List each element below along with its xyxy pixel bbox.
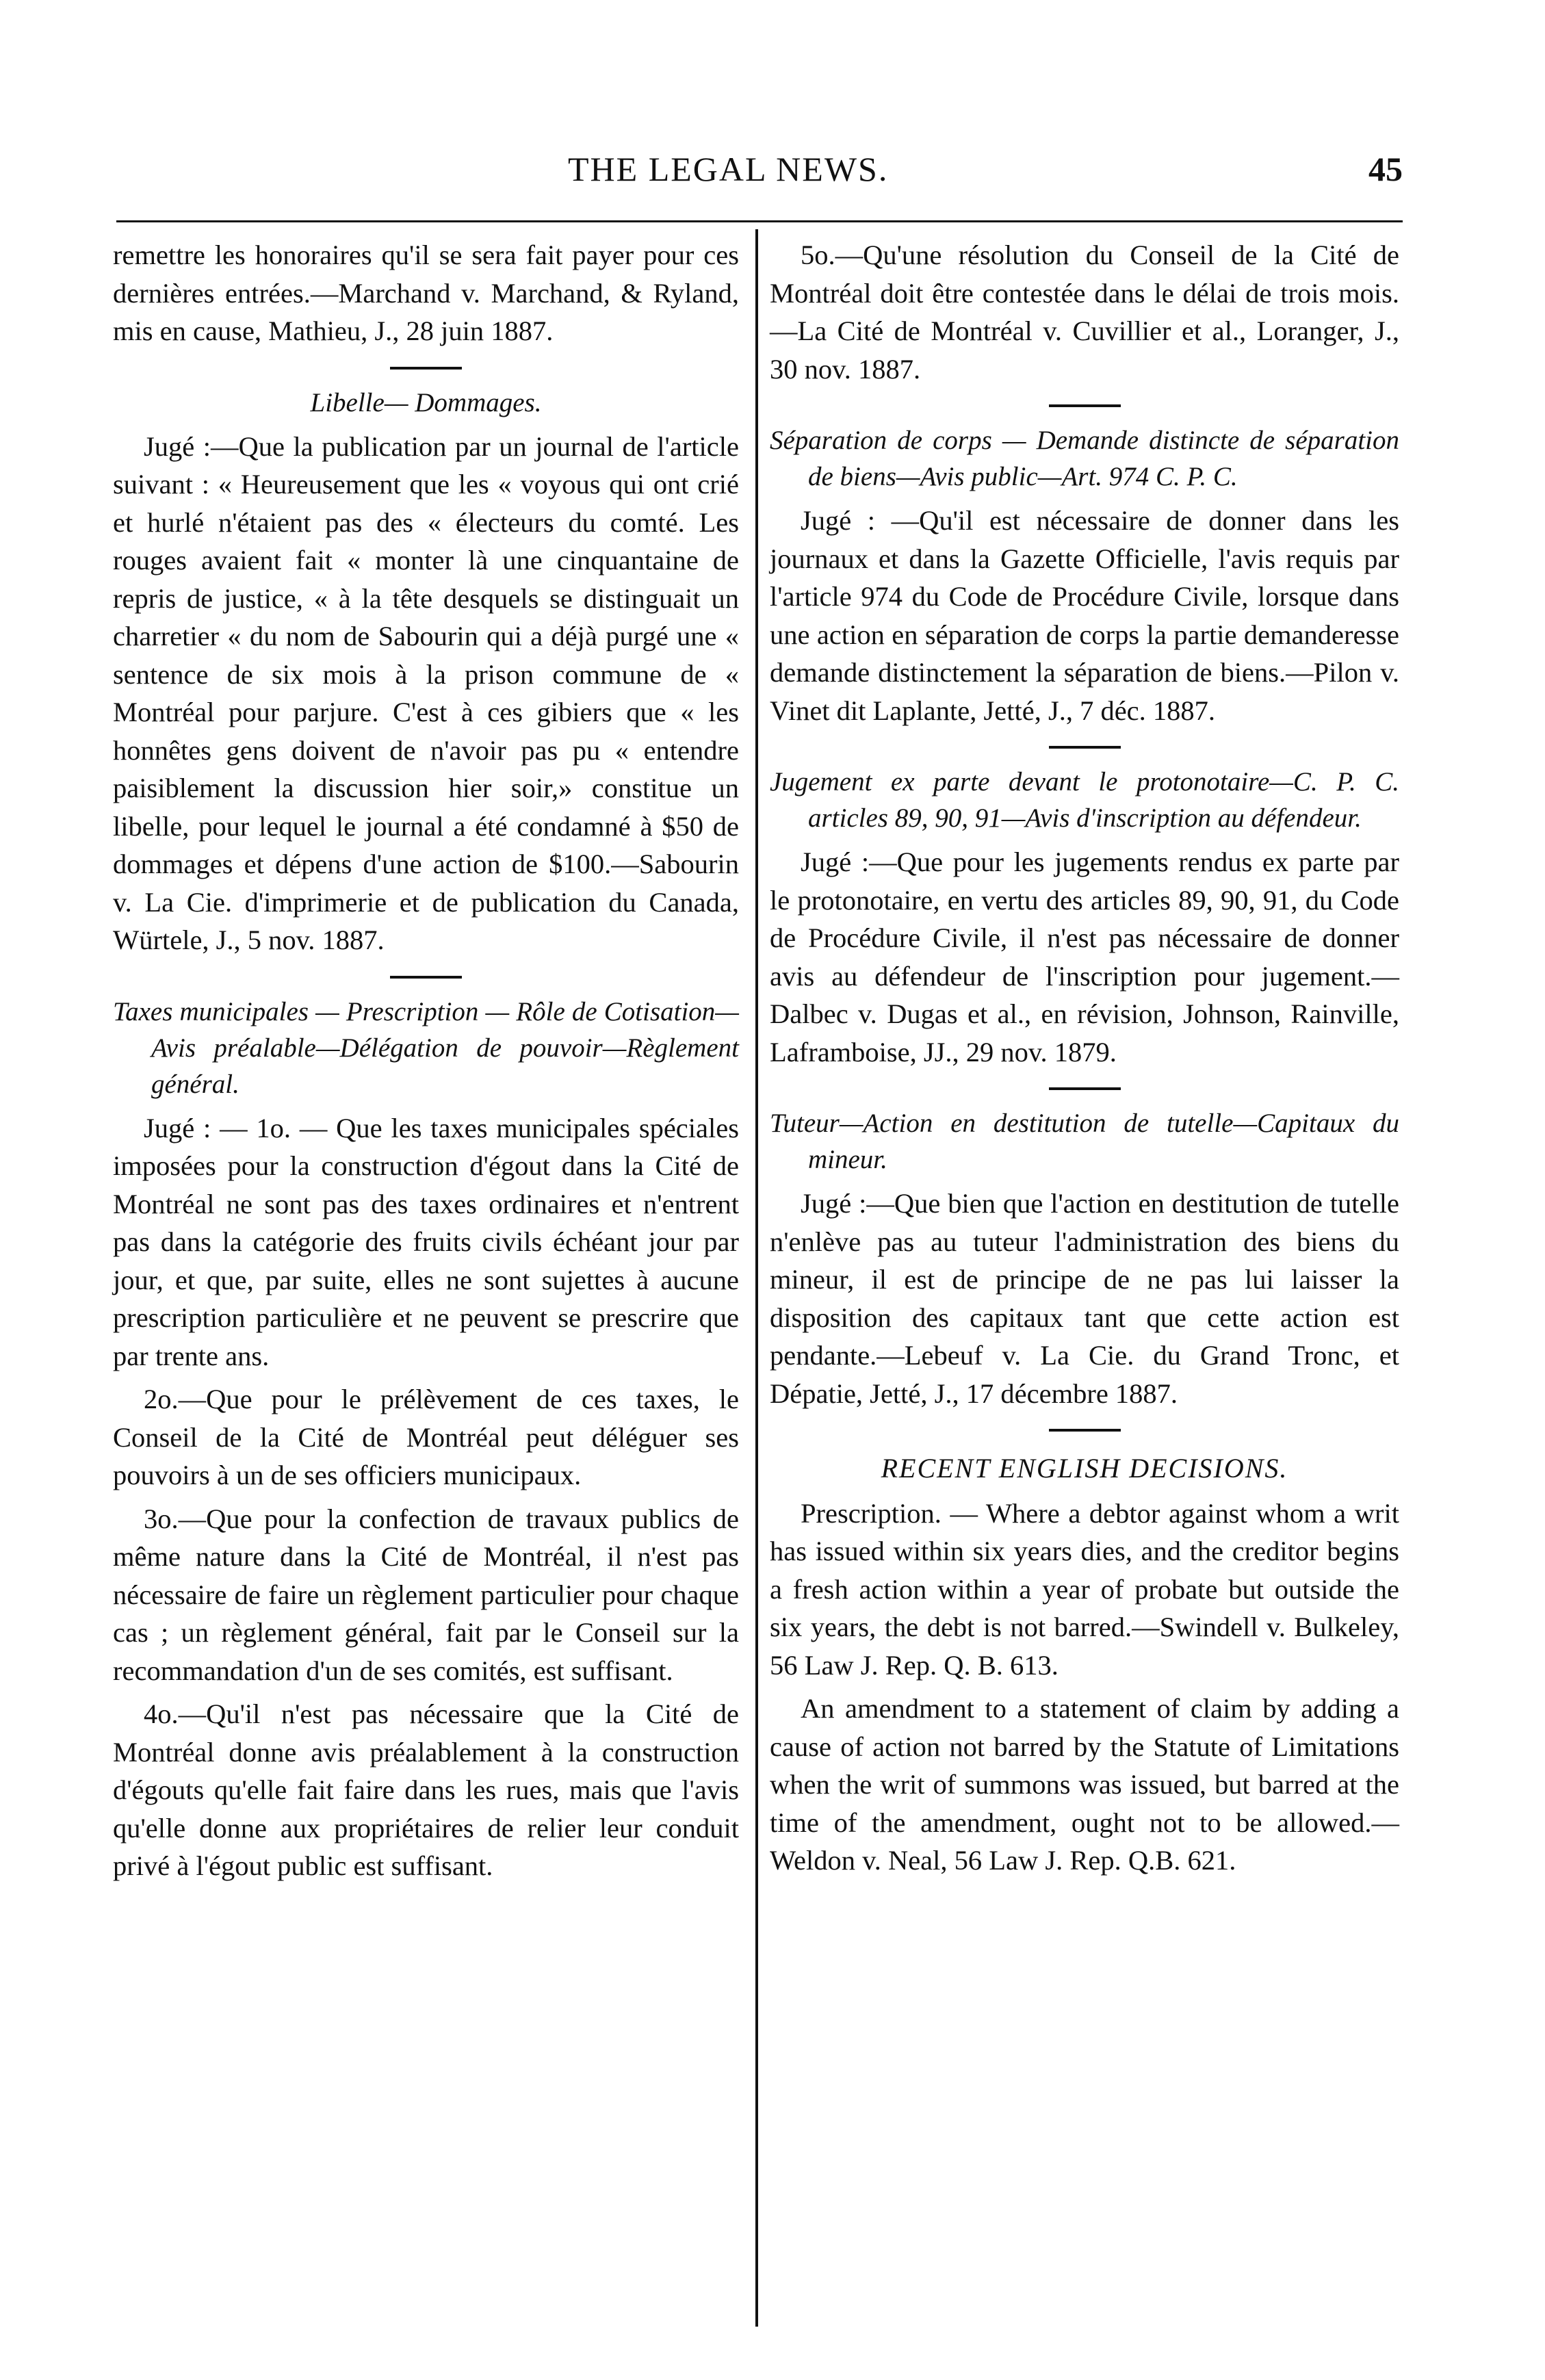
paragraph: An amendment to a statement of claim by adding a cause of action not barred by the Statute of Limitations when the writ of summons was issued, but barred at the time of the amendment, ought not to be allowed.—Weldon v. Neal, 56 Law J. Rep. Q.B. 621. bbox=[770, 1693, 1399, 1876]
paragraph: Jugé :—Que bien que l'action en destitution de tutelle n'enlève pas au tuteur l'administration des biens du mineur, il est de principe de ne pas lui laisser la disposition des capitaux tant que cette action est pendante.—Lebeuf v. La Cie. du Grand Tronc, et Dépatie, Jetté, J., 17 décembre 1887. bbox=[770, 1188, 1399, 1409]
section-title: RECENT ENGLISH DECISIONS. bbox=[881, 1453, 1288, 1484]
left-column bbox=[113, 236, 739, 1891]
paragraph: Jugé : —Qu'il est nécessaire de donner dans les journaux et dans la Gazette Officielle, l'avis requis par l'article 974 du Code de Procédure Civile, lorsque dans une action en séparation de corps la partie demanderesse demande distinctement la séparation de biens.—Pilon v. Vinet dit Laplante, Jetté, J., 7 déc. 1887. bbox=[770, 505, 1399, 726]
separator-rule bbox=[390, 976, 462, 979]
separator-rule bbox=[390, 367, 462, 370]
case-heading: Taxes municipales — Prescription — Rôle de Cotisation—Avis préalable—Délégation de pouvoir—Règlement général. bbox=[113, 996, 739, 1099]
case-heading: Jugement ex parte devant le protonotaire—C. P. C. articles 89, 90, 91—Avis d'inscription au défendeur. bbox=[770, 767, 1399, 833]
separator-rule bbox=[1049, 404, 1121, 407]
paragraph: Jugé : — 1o. — Que les taxes municipales spéciales imposées pour la construction d'égout dans la Cité de Montréal ne sont pas des taxes ordinaires et n'entrent pas dans la catégorie des fruits civils échéant jour par jour, et que, par suite, elles ne sont sujettes à aucune prescription particulière et ne peuvent se prescrire que par trente ans. bbox=[113, 1112, 739, 1371]
separator-rule bbox=[1049, 1087, 1121, 1090]
column-divider bbox=[755, 229, 758, 2327]
separator-rule bbox=[1049, 1429, 1121, 1432]
right-column bbox=[770, 236, 1399, 1885]
paragraph: 5o.—Qu'une résolution du Conseil de la Cité de Montréal doit être contestée dans le délai de trois mois.—La Cité de Montréal v. Cuvillier et al., Loranger, J., 30 nov. 1887. bbox=[770, 240, 1399, 385]
paragraph: 4o.—Qu'il n'est pas nécessaire que la Cité de Montréal donne avis préalablement à la construction d'égouts qu'elle fait faire dans les rues, mais que l'avis qu'elle donne aux propriétaires de relier leur conduit privé à l'égout public est suffisant. bbox=[113, 1698, 739, 1881]
paragraph: 2o.—Que pour le prélèvement de ces taxes, le Conseil de la Cité de Montréal peut déléguer ses pouvoirs à un de ses officiers municipaux. bbox=[113, 1384, 739, 1490]
paragraph: Jugé :—Que pour les jugements rendus ex parte par le protonotaire, en vertu des articles 89, 90, 91, du Code de Procédure Civile, il n'est pas nécessaire de donner avis au défendeur de l'inscription pour jugement.—Dalbec v. Dugas et al., en révision, Johnson, Rainville, Laframboise, JJ., 29 nov. 1879. bbox=[770, 846, 1399, 1068]
paragraph: Prescription. — Where a debtor against whom a writ has issued within six years dies, and the creditor begins a fresh action within a year of probate but outside the six years, the debt is not barred.—Swindell v. Bulkeley, 56 Law J. Rep. Q. B. 613. bbox=[770, 1497, 1399, 1681]
page-number: 45 bbox=[1368, 150, 1403, 188]
paragraph: 3o.—Que pour la confection de travaux publics de même nature dans la Cité de Montréal, il n'est pas nécessaire de faire un règlement particulier pour chaque cas ; un règlement général, fait par le Conseil sur la recommandation d'un de ses comités, est suffisant. bbox=[113, 1503, 739, 1686]
case-heading: Libelle— Dommages. bbox=[310, 387, 542, 417]
case-heading: Séparation de corps — Demande distincte de séparation de biens—Avis public—Art. 974 C. P. C. bbox=[770, 426, 1399, 491]
page-header bbox=[0, 149, 1545, 197]
paragraph: Jugé :—Que la publication par un journal de l'article suivant : « Heureusement que les « voyous qui ont crié et hurlé n'étaient pas des « électeurs du comté. Les rouges avaient fait « monter là une cinquantaine de repris de justice, « à la tête desquels se distinguait un charretier « du nom de Sabourin qui a déjà purgé une « sentence de six mois à la prison commune de « Montréal pour parjure. C'est à ces gibiers que « les honnêtes gens doivent de n'avoir pas pu « entendre paisiblement la discussion hier soir,» constitue un libelle, pour lequel le journal a été condamné à $50 de dommages et dépens d'une action de $100.—Sabourin v. La Cie. d'imprimerie et de publication du Canada, Würtele, J., 5 nov. 1887. bbox=[113, 430, 739, 955]
header-rule bbox=[116, 220, 1403, 222]
case-heading: Tuteur—Action en destitution de tutelle—Capitaux du mineur. bbox=[770, 1109, 1399, 1174]
running-title: THE LEGAL NEWS. bbox=[568, 150, 889, 188]
separator-rule bbox=[1049, 746, 1121, 749]
paragraph: remettre les honoraires qu'il se sera fait payer pour ces dernières entrées.—Marchand v. Marchand, & Ryland, mis en cause, Mathieu, J., 28 juin 1887. bbox=[113, 240, 739, 346]
